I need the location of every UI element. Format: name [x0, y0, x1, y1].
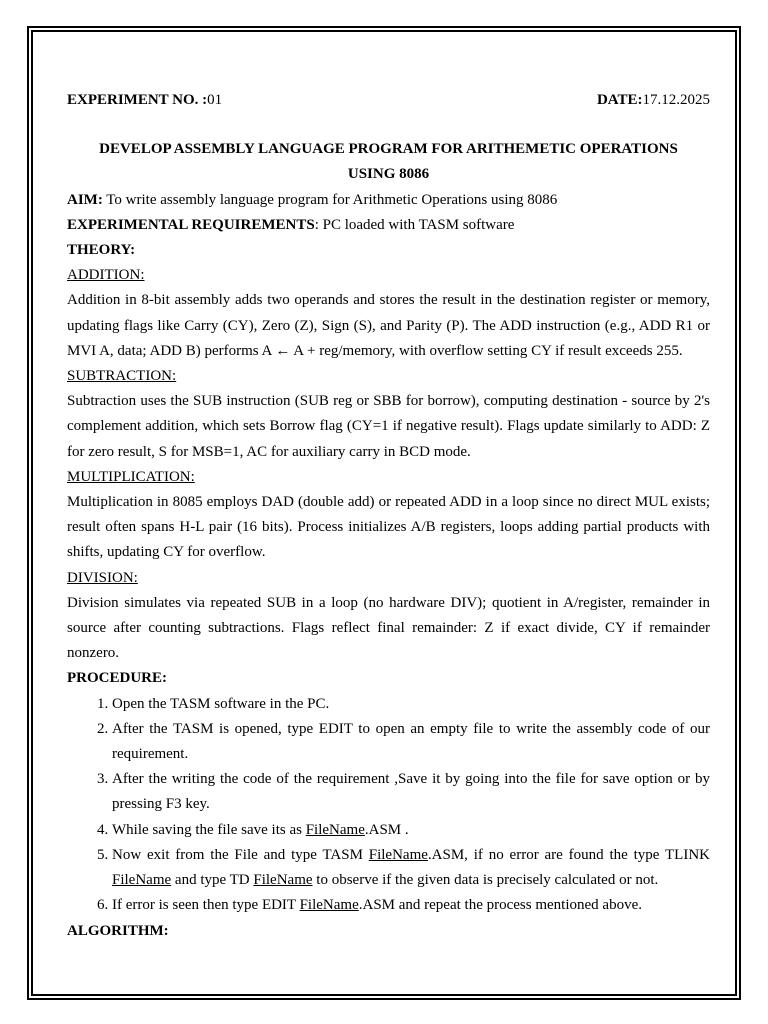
document-title: [67, 137, 710, 187]
procedure-step: 3. After the writing the code of the requirement ,Save it by going into the file for save option or by pressing F3 key.: [112, 767, 710, 817]
filename-token: FileName: [299, 897, 359, 914]
requirements-text: : PC loaded with TASM software: [314, 216, 515, 233]
subtraction-body: Subtraction uses the SUB instruction (SUB reg or SBB for borrow), computing destination - source by 2's complement addition, which sets Borrow flag (CY=1 if negative result). Flags update similarly to ADD: Z for zero result, S for MSB=1, AC for auxiliary carry in BCD mode.: [67, 393, 710, 460]
division-heading: DIVISION:: [67, 569, 138, 586]
experiment-value: 01: [207, 92, 223, 108]
filename-token: FileName: [112, 872, 172, 889]
header-row: [67, 88, 710, 113]
theory-heading: THEORY:: [67, 242, 136, 259]
step-text: Now exit from the File and type TASM: [112, 846, 369, 863]
aim-text: To write assembly language program for Arithmetic Operations using 8086: [102, 191, 558, 208]
step-text: .ASM .: [364, 821, 409, 838]
experiment-label: EXPERIMENT NO. :: [67, 92, 208, 108]
filename-token: FileName: [305, 821, 365, 838]
title-line-2: USING 8086: [347, 166, 430, 183]
step-text: to observe if the given data is precisely calculated or not.: [312, 872, 659, 889]
aim: [67, 188, 710, 213]
procedure-step: [112, 893, 710, 918]
step-text: If error is seen then type EDIT: [112, 897, 300, 914]
step-text: .ASM and repeat the process mentioned above.: [358, 897, 642, 914]
document-body: [67, 88, 710, 944]
multiplication-heading: MULTIPLICATION:: [67, 468, 195, 485]
algorithm-heading: ALGORITHM:: [67, 922, 169, 939]
aim-label: AIM:: [67, 191, 103, 208]
filename-token: FileName: [253, 872, 313, 889]
step-text: and type TD: [171, 872, 254, 889]
date-label: DATE:: [596, 92, 643, 108]
step-text: While saving the file save its as: [112, 821, 306, 838]
requirements: [67, 213, 710, 238]
experiment-number: [67, 88, 222, 113]
subtraction-heading: SUBTRACTION:: [67, 368, 177, 385]
date-value: 17.12.2025: [642, 92, 710, 108]
procedure-step: [112, 843, 710, 893]
step-text: .ASM, if no error are found the type TLINK: [427, 846, 710, 863]
filename-token: FileName: [368, 846, 428, 863]
procedure-step: [112, 818, 710, 843]
procedure-heading: PROCEDURE:: [67, 670, 167, 687]
addition-body: Addition in 8-bit assembly adds two operands and stores the result in the destination register or memory, updating flags like Carry (CY), Zero (Z), Sign (S), and Parity (P). The ADD instruction (e.g., ADD R1 or MVI A, data; ADD B) performs A ← A + reg/memory, with overflow setting CY if result exceeds 255.: [67, 292, 710, 359]
addition-heading: ADDITION:: [67, 267, 145, 284]
multiplication-body: Multiplication in 8085 employs DAD (double add) or repeated ADD in a loop since no direct MUL exists; result often spans H-L pair (16 bits). Process initializes A/B registers, loops adding partial products with shifts, updating CY for overflow.: [67, 494, 710, 561]
date: [597, 88, 710, 113]
requirements-label: EXPERIMENTAL REQUIREMENTS: [67, 216, 315, 233]
procedure-step: 2. After the TASM is opened, type EDIT to open an empty file to write the assembly code of our requirement.: [112, 717, 710, 767]
title-line-1: DEVELOP ASSEMBLY LANGUAGE PROGRAM FOR ARITHEMETIC OPERATIONS: [99, 141, 678, 158]
procedure-list: [67, 692, 710, 919]
procedure-step: 1. Open the TASM software in the PC.: [112, 692, 710, 717]
division-body: Division simulates via repeated SUB in a loop (no hardware DIV); quotient in A/register, remainder in source after counting subtractions. Flags reflect final remainder: Z if exact divide, CY if remainder nonzero.: [67, 594, 710, 662]
